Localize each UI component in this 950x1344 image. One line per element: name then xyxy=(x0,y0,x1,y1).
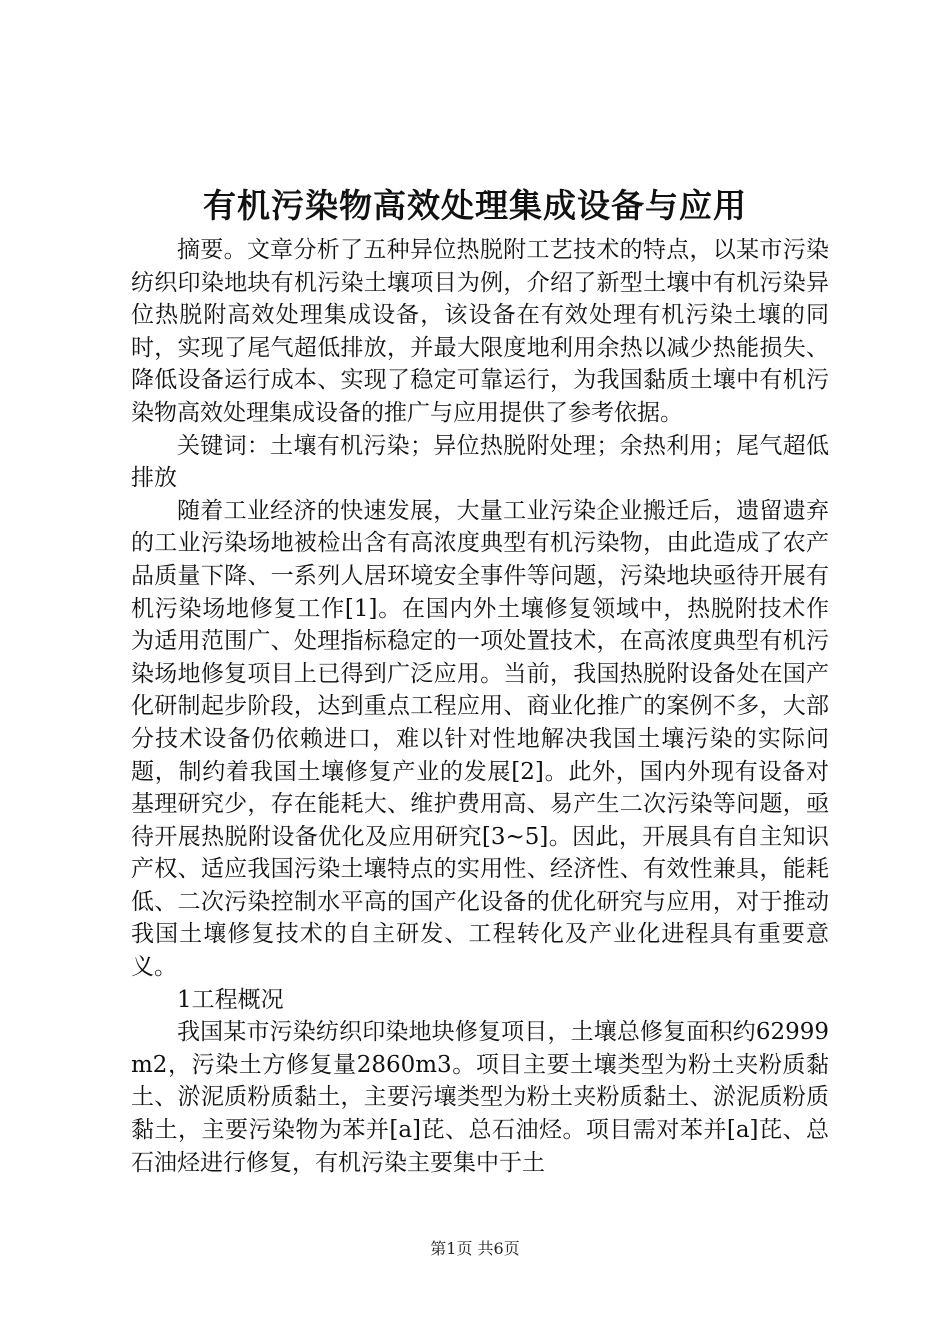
intro-paragraph: 随着工业经济的快速发展，大量工业污染企业搬迁后，遗留遗弃的工业污染场地被检出含有高浓度典型有机污染物，由此造成了农产品质量下降、一系列人居环境安全事件等问题，污染地块亟待开展有机污染场地修复工作[1]。在国内外土壤修复领域中，热脱附技术作为适用范围广、处理指标稳定的一项处置技术，在高浓度典型有机污染场地修复项目上已得到广泛应用。当前，我国热脱附设备处在国产化研制起步阶段，达到重点工程应用、商业化推广的案例不多，大部分技术设备仍依赖进口，难以针对性地解决我国土壤污染的实际问题，制约着我国土壤修复产业的发展[2]。此外，国内外现有设备对基理研究少，存在能耗大、维护费用高、易产生二次污染等问题，亟待开展热脱附设备优化及应用研究[3~5]。因此，开展具有自主知识产权、适应我国污染土壤特点的实用性、经济性、有效性兼具，能耗低、二次污染控制水平高的国产化设备的优化研究与应用，对于推动我国土壤修复技术的自主研发、工程转化及产业化进程具有重要意义。 xyxy=(131,497,829,981)
section-paragraph: 我国某市污染纺织印染地块修复项目，土壤总修复面积约62999m2，污染土方修复量2860m3。项目主要土壤类型为粉土夹粉质黏土、淤泥质粉质黏土，主要污壤类型为粉土夹粉质黏土、淤泥质粉质黏土，主要污染物为苯并[a]芘、总石油烃。项目需对苯并[a]芘、总石油烃进行修复，有机污染主要集中于土 xyxy=(131,1019,829,1176)
keywords-paragraph: 关键词：土壤有机污染；异位热脱附处理；余热利用；尾气超低排放 xyxy=(131,432,829,492)
abstract-paragraph: 摘要。文章分析了五种异位热脱附工艺技术的特点，以某市污染纺织印染地块有机污染土壤项目为例，介绍了新型土壤中有机污染异位热脱附高效处理集成设备，该设备在有效处理有机污染土壤的同时，实现了尾气超低排放，并最大限度地利用余热以减少热能损失、降低设备运行成本、实现了稳定可靠运行，为我国黏质土壤中有机污染物高效处理集成设备的推广与应用提供了参考依据。 xyxy=(131,237,829,426)
document-title: 有机污染物高效处理集成设备与应用 xyxy=(203,186,747,225)
document-body xyxy=(131,234,829,1179)
section-heading: 1工程概况 xyxy=(177,986,284,1013)
page-footer: 第1页 共6页 xyxy=(430,1239,520,1258)
